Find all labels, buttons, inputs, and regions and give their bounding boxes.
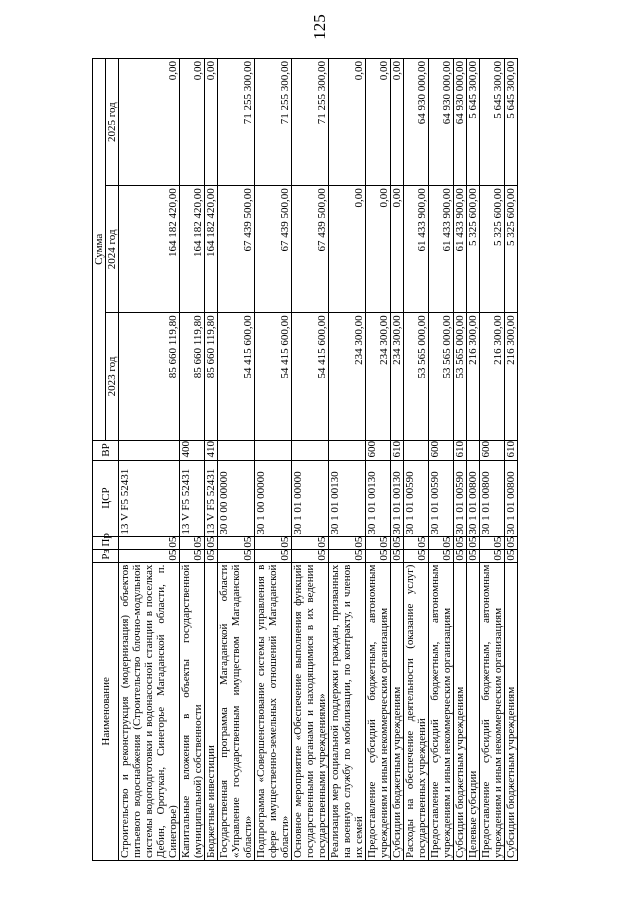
row-pr: 05 xyxy=(429,536,454,549)
row-2025: 71 255 300,00 xyxy=(255,59,292,186)
row-rz: 05 xyxy=(205,549,217,561)
header-csr: ЦСР xyxy=(93,460,119,536)
row-pr: 05 xyxy=(218,536,255,549)
table-row xyxy=(454,59,467,861)
row-csr: 30 1 01 00130 xyxy=(366,460,391,536)
row-name: Государственная программа Магаданской области «Управление государственным имуществом Магаданской области» xyxy=(218,562,255,860)
row-csr: 30 1 01 00130 xyxy=(391,460,404,536)
row-2023: 234 300,00 xyxy=(366,313,391,440)
row-pr: 05 xyxy=(205,536,217,548)
row-name: Предоставление субсидий бюджетным, автономным учреждениям и иным некоммерческим организациям xyxy=(480,562,505,860)
document-body xyxy=(92,58,598,861)
row-2025: 0,00 xyxy=(366,59,391,186)
table-row xyxy=(329,59,366,861)
row-rz: 05 xyxy=(467,549,479,561)
table-row xyxy=(180,59,205,861)
row-vr: 610 xyxy=(505,440,518,460)
row-csr: 30 1 01 00800 xyxy=(505,460,518,536)
table-row xyxy=(467,59,480,861)
table-row xyxy=(119,59,180,861)
table-row xyxy=(404,59,429,861)
row-csr: 30 1 01 00590 xyxy=(429,460,454,536)
row-name: Расходы на обеспечение деятельности (оказание услуг) государственных учреждений xyxy=(404,562,429,860)
row-2025: 5 645 300,00 xyxy=(505,59,518,186)
row-vr xyxy=(255,440,292,460)
row-name: Субсидии бюджетным учреждениям xyxy=(454,562,467,860)
header-row-1 xyxy=(93,59,106,861)
row-pr: 05 xyxy=(255,536,292,549)
row-name: Бюджетные инвестиции xyxy=(205,562,218,860)
row-pr: 05 xyxy=(119,536,180,549)
row-2024: 67 439 500,00 xyxy=(292,186,329,313)
row-rz: 05 xyxy=(292,549,329,562)
header-pr: Пр xyxy=(93,536,119,549)
row-vr: 600 xyxy=(429,440,454,460)
table-row xyxy=(429,59,454,861)
row-2023: 85 660 119,80 xyxy=(180,313,205,440)
row-vr: 600 xyxy=(480,440,505,460)
row-2025: 71 255 300,00 xyxy=(292,59,329,186)
row-2023: 53 565 000,00 xyxy=(429,313,454,440)
row-pr: 05 xyxy=(366,536,391,549)
row-name: Реализация мер социальной поддержки граждан, призванных на военную службу по мобилизации, по контракту, и членов их семей xyxy=(329,562,366,860)
row-name: Субсидии бюджетным учреждениям xyxy=(505,562,518,860)
row-2025: 71 255 300,00 xyxy=(218,59,255,186)
header-rz: Рз xyxy=(93,549,119,562)
row-rz: 05 xyxy=(505,549,517,561)
row-2024: 61 433 900,00 xyxy=(404,186,429,313)
row-2023: 85 660 119,80 xyxy=(119,313,180,440)
header-name: Наименование xyxy=(93,562,119,860)
row-csr: 30 1 01 00130 xyxy=(329,460,366,536)
row-2025: 0,00 xyxy=(391,59,404,186)
row-pr: 05 xyxy=(480,536,505,549)
row-vr xyxy=(119,440,180,460)
row-2025: 5 645 300,00 xyxy=(467,59,480,186)
row-vr xyxy=(329,440,366,460)
row-csr: 13 V F5 52431 xyxy=(180,460,205,536)
row-name: Капитальные вложения в объекты государственной (муниципальной) собственности xyxy=(180,562,205,860)
row-pr: 05 xyxy=(180,536,205,549)
row-csr: 30 1 01 00000 xyxy=(292,460,329,536)
row-2025: 64 930 000,00 xyxy=(404,59,429,186)
row-2024: 164 182 420,00 xyxy=(119,186,180,313)
table-row xyxy=(205,59,218,861)
row-pr: 05 xyxy=(404,536,429,549)
row-2025: 0,00 xyxy=(205,59,218,186)
row-rz: 05 xyxy=(366,549,391,562)
row-2025: 0,00 xyxy=(329,59,366,186)
row-pr: 05 xyxy=(329,536,366,549)
row-name: Строительство и реконструкция (модернизация) объектов питьевого водоснабжения (Строительство блочно-модульной системы водоподготовки и водонасосной станции в поселках Дебин, Оротукан, Синегорье Магаданской области, п. Синегорье) xyxy=(119,562,180,860)
row-2023: 54 415 600,00 xyxy=(292,313,329,440)
table-row xyxy=(366,59,391,861)
page-number: 125 xyxy=(310,14,329,40)
row-rz: 05 xyxy=(454,549,466,561)
row-2024: 0,00 xyxy=(366,186,391,313)
row-2023: 53 565 000,00 xyxy=(404,313,429,440)
row-name: Субсидии бюджетным учреждениям xyxy=(391,562,404,860)
row-rz: 05 xyxy=(218,549,255,562)
table-body xyxy=(119,59,518,861)
row-2024: 67 439 500,00 xyxy=(218,186,255,313)
row-csr: 13 V F5 52431 xyxy=(119,460,180,536)
budget-table xyxy=(92,58,518,861)
row-2023: 216 300,00 xyxy=(480,313,505,440)
row-vr: 610 xyxy=(391,440,404,460)
row-pr: 05 xyxy=(505,536,517,548)
row-2023: 216 300,00 xyxy=(467,313,480,440)
row-2024: 164 182 420,00 xyxy=(180,186,205,313)
row-2025: 0,00 xyxy=(180,59,205,186)
header-2024: 2024 год xyxy=(106,186,119,313)
row-2024: 164 182 420,00 xyxy=(205,186,218,313)
row-rz: 05 xyxy=(180,549,205,562)
row-vr xyxy=(292,440,329,460)
row-rz: 05 xyxy=(429,549,454,562)
row-2024: 5 325 600,00 xyxy=(505,186,518,313)
row-csr: 30 1 01 00590 xyxy=(404,460,429,536)
row-2024: 5 325 600,00 xyxy=(480,186,505,313)
rotated-page xyxy=(92,58,598,861)
row-name: Подпрограмма «Совершенствование системы управления в сфере имущественно-земельных отношений Магаданской области» xyxy=(255,562,292,860)
row-name: Целевые субсидии xyxy=(467,562,480,860)
row-pr: 05 xyxy=(391,536,403,548)
row-vr xyxy=(218,440,255,460)
row-name: Предоставление субсидий бюджетным, автономным учреждениям и иным некоммерческим организациям xyxy=(366,562,391,860)
table-row xyxy=(391,59,404,861)
row-csr: 13 V F5 52431 xyxy=(205,460,218,536)
header-2025: 2025 год xyxy=(106,59,119,186)
table-row xyxy=(505,59,518,861)
row-csr: 30 1 01 00800 xyxy=(467,460,480,536)
row-rz: 05 xyxy=(391,549,403,561)
row-vr xyxy=(467,440,480,460)
row-2023: 54 415 600,00 xyxy=(218,313,255,440)
row-pr: 05 xyxy=(454,536,466,548)
row-pr: 05 xyxy=(467,536,479,548)
header-2023: 2023 год xyxy=(106,313,119,440)
row-2025: 5 645 300,00 xyxy=(480,59,505,186)
header-vr: ВР xyxy=(93,440,119,460)
row-csr: 30 1 01 00800 xyxy=(480,460,505,536)
row-2024: 0,00 xyxy=(329,186,366,313)
row-rz: 05 xyxy=(255,549,292,562)
row-csr: 30 1 01 00590 xyxy=(454,460,467,536)
row-2023: 216 300,00 xyxy=(505,313,518,440)
table-row xyxy=(480,59,505,861)
row-csr: 30 0 00 00000 xyxy=(218,460,255,536)
row-2024: 61 433 900,00 xyxy=(454,186,467,313)
table-row xyxy=(292,59,329,861)
row-name: Основное мероприятие «Обеспечение выполнения функций государственными органами и находящимися в их ведении государственными учреждениями» xyxy=(292,562,329,860)
table-row xyxy=(218,59,255,861)
row-2024: 0,00 xyxy=(391,186,404,313)
row-2023: 53 565 000,00 xyxy=(454,313,467,440)
row-2025: 0,00 xyxy=(119,59,180,186)
row-name: Предоставление субсидий бюджетным, автономным учреждениям и иным некоммерческим организациям xyxy=(429,562,454,860)
table-row xyxy=(255,59,292,861)
row-2024: 5 325 600,00 xyxy=(467,186,480,313)
row-pr: 05 xyxy=(292,536,329,549)
row-2025: 64 930 000,00 xyxy=(429,59,454,186)
row-vr: 410 xyxy=(205,440,218,460)
row-2023: 234 300,00 xyxy=(391,313,404,440)
row-2024: 61 433 900,00 xyxy=(429,186,454,313)
row-vr xyxy=(404,440,429,460)
row-rz: 05 xyxy=(404,549,429,562)
row-2025: 64 930 000,00 xyxy=(454,59,467,186)
row-2024: 67 439 500,00 xyxy=(255,186,292,313)
row-rz: 05 xyxy=(480,549,505,562)
row-vr: 400 xyxy=(180,440,205,460)
row-vr: 600 xyxy=(366,440,391,460)
row-2023: 85 660 119,80 xyxy=(205,313,218,440)
row-2023: 54 415 600,00 xyxy=(255,313,292,440)
row-csr: 30 1 00 00000 xyxy=(255,460,292,536)
row-2023: 234 300,00 xyxy=(329,313,366,440)
row-rz: 05 xyxy=(119,549,180,562)
row-rz: 05 xyxy=(329,549,366,562)
row-vr: 610 xyxy=(454,440,467,460)
header-sum: Сумма xyxy=(93,59,106,441)
